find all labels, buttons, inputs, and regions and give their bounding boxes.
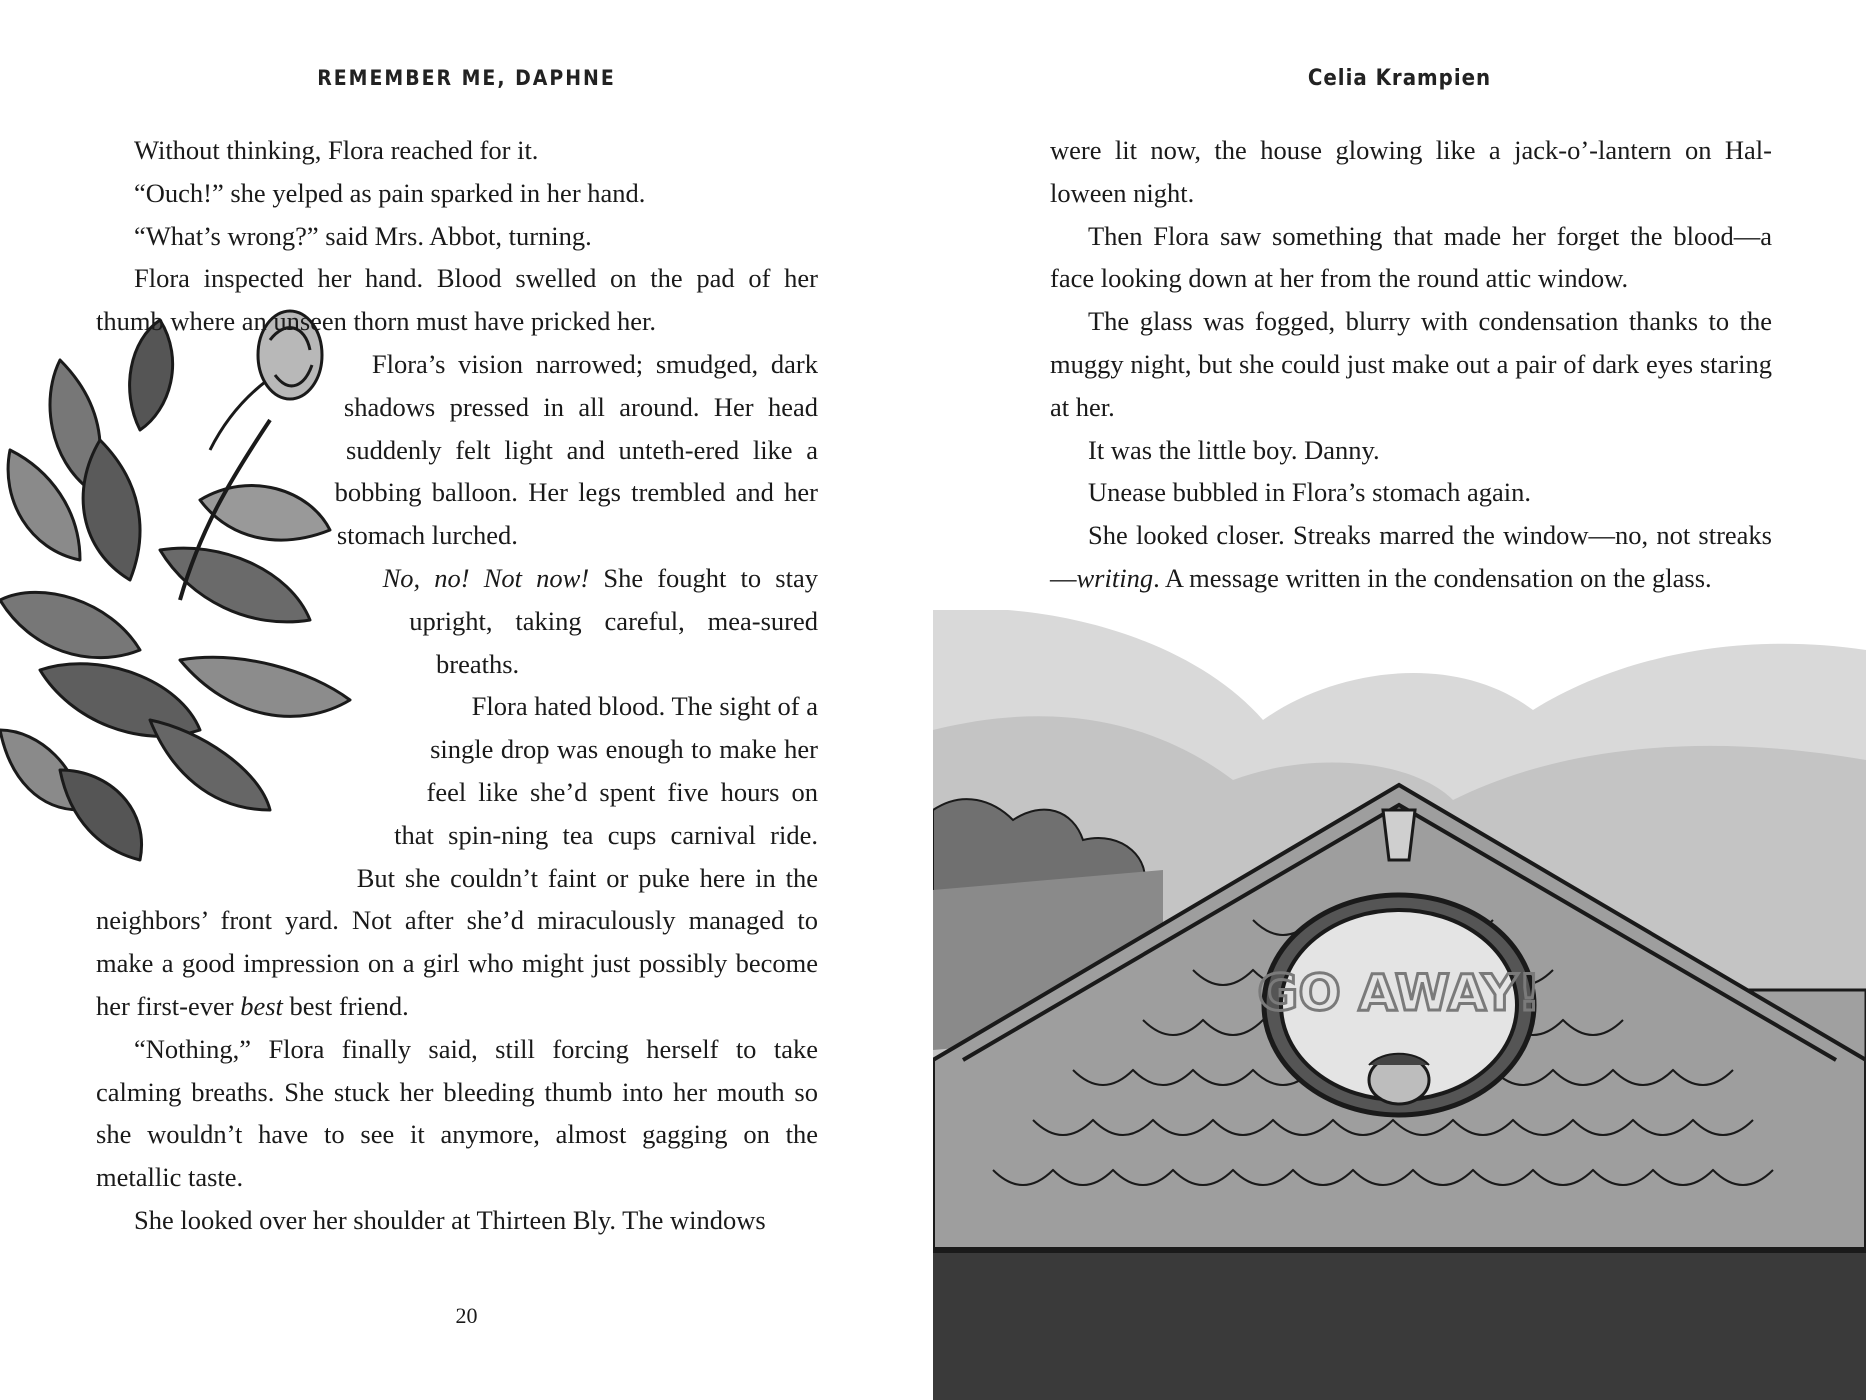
- italic-word: best: [240, 990, 283, 1021]
- running-head-title: REMEMBER ME, DAPHNE: [317, 66, 616, 90]
- paragraph: “What’s wrong?” said Mrs. Abbot, turning.: [134, 220, 592, 251]
- italic-phrase: No, no! Not now!: [382, 562, 590, 593]
- paragraph: She looked over her shoulder at Thirteen Bly. The windows: [134, 1204, 766, 1235]
- paragraph: Flora’s vision narrowed; smudged, dark shadows pressed in all around. Her head suddenly felt light and unteth-ered like a bobbing balloon. Her legs trembled and her stomach lurched.: [334, 348, 818, 551]
- paragraph-text: . A message written in the condensation on the glass.: [1153, 562, 1712, 593]
- paragraph: Then Flora saw something that made her forget the blood—a face looking down at her from the round attic window.: [1050, 220, 1772, 294]
- paragraph: It was the little boy. Danny.: [1088, 434, 1380, 465]
- paragraph: “Ouch!” she yelped as pain sparked in her hand.: [134, 177, 646, 208]
- paragraph: Without thinking, Flora reached for it.: [134, 135, 539, 165]
- paragraph: The glass was fogged, blurry with condensation thanks to the muggy night, but she could just make out a pair of dark eyes staring at her.: [1050, 306, 1772, 422]
- paragraph: Flora inspected her hand. Blood swelled on the pad of her thumb where an unseen thorn must have pricked her.: [96, 263, 818, 337]
- paragraph-text: best friend.: [289, 990, 409, 1021]
- window-message: GO AWAY!: [1257, 964, 1541, 1022]
- paragraph: “Nothing,” Flora finally said, still forcing herself to take calming breaths. She stuck her bleeding thumb into her mouth so she wouldn’t have to see it anymore, almost gagging on the metallic taste.: [96, 1033, 818, 1193]
- running-head-author: Celia Krampien: [1307, 66, 1492, 91]
- paragraph-text: She looked closer. Streaks marred the window—no, not streaks—: [1050, 520, 1772, 593]
- paragraph: Unease bubbled in Flora’s stomach again.: [1088, 477, 1532, 508]
- left-page-body: [96, 129, 818, 1242]
- paragraph-text: Flora hated blood. The sight of a single drop was enough to make her feel like she’d spent five hours on that spin-ning tea cups carnival ride. But she couldn’t faint or puke here in the neighbors’ front yard. Not after she’d miraculously managed to make a good impression on a girl who might just possibly become her first-ever: [96, 691, 818, 1021]
- paragraph-text: She fought to stay upright, taking careful, mea-sured breaths.: [409, 562, 818, 679]
- right-page-body: [1050, 129, 1772, 600]
- italic-word: writing: [1076, 562, 1154, 593]
- paragraph: were lit now, the house glowing like a jack-o’-lantern on Hal-loween night.: [1050, 135, 1772, 208]
- page-number: 20: [455, 1303, 478, 1328]
- attic-house-illustration: [933, 610, 1866, 1400]
- right-page: [933, 0, 1866, 1400]
- paragraph: [1050, 514, 1772, 600]
